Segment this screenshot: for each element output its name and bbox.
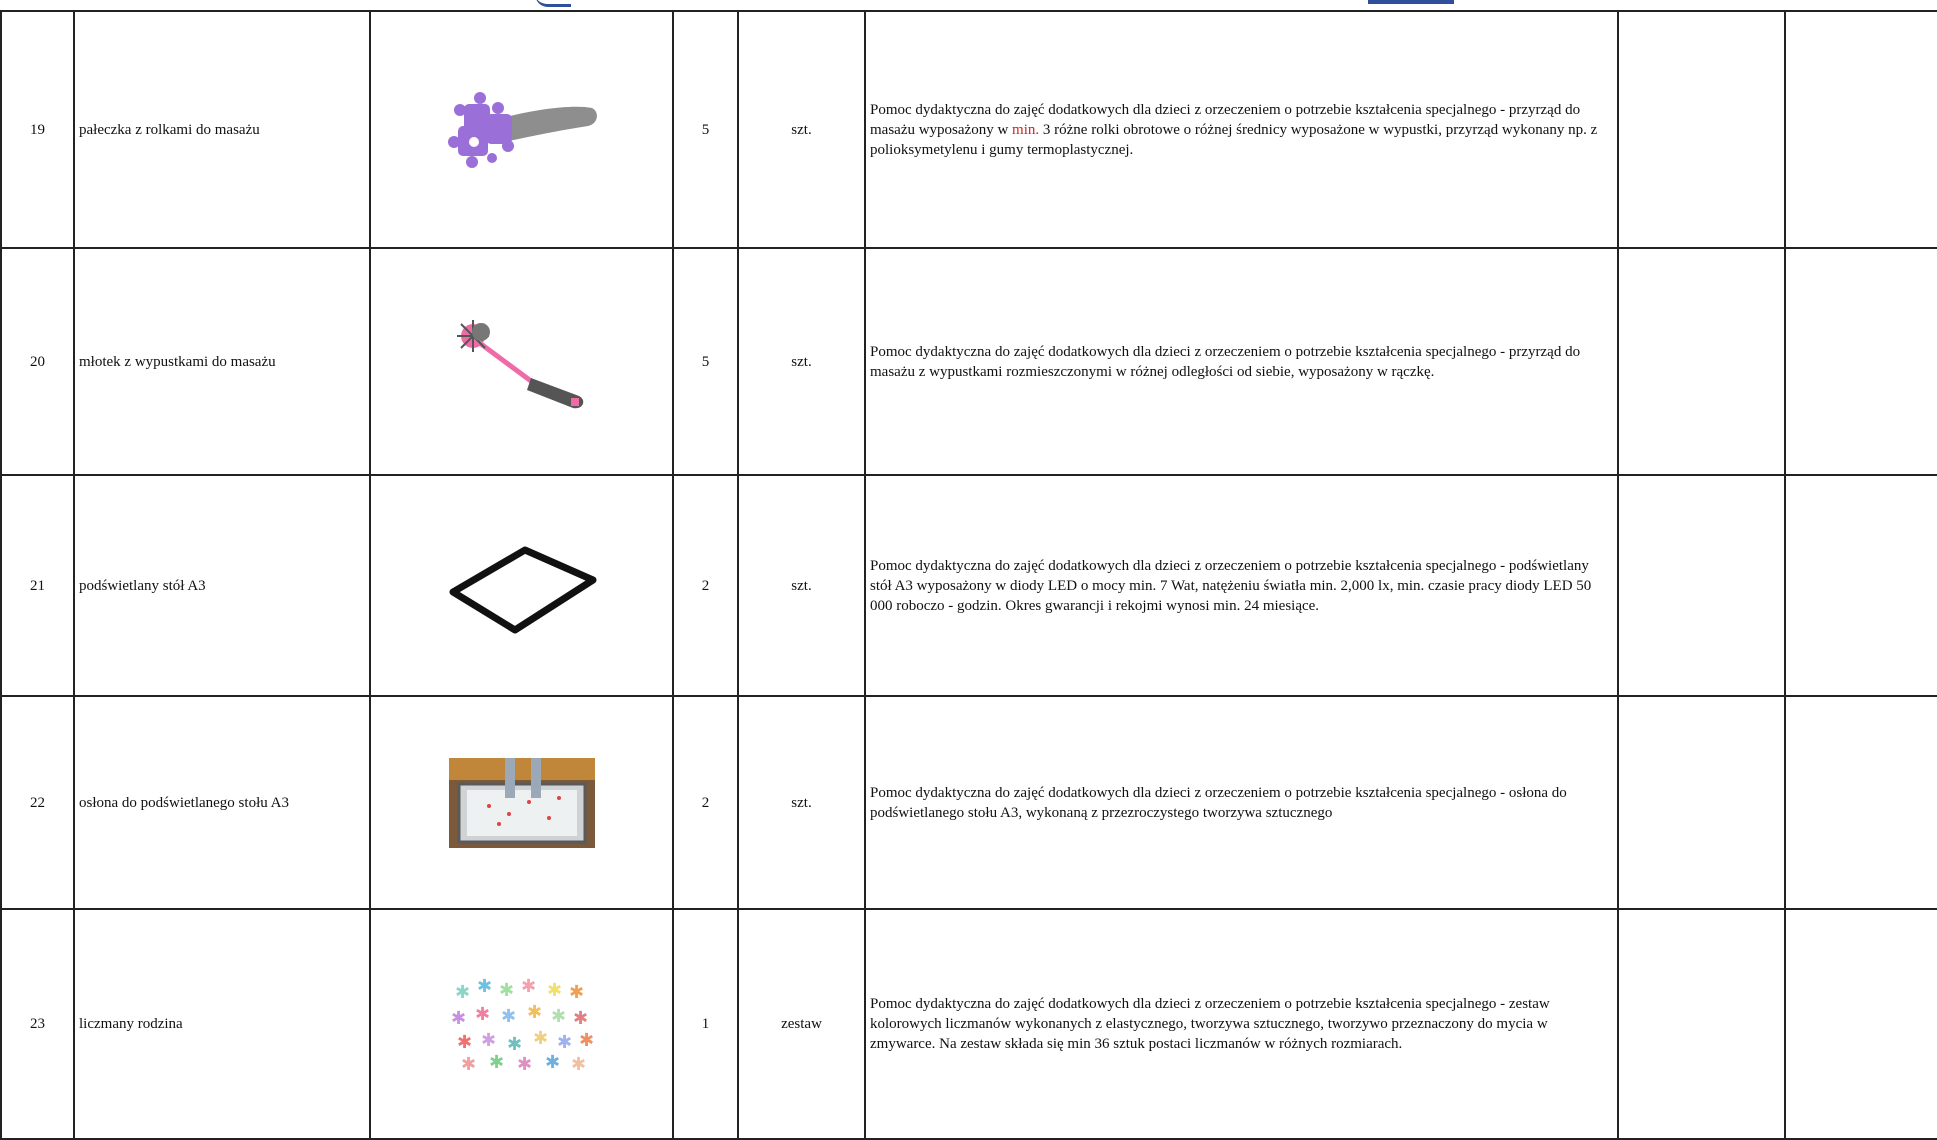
- item-description: Pomoc dydaktyczna do zajęć dodatkowych dla dzieci z orzeczeniem o potrzebie kształcenia specjalnego - zestaw kolorowych liczmanów wykonanych z elastycznego, tworzywa sztucznego, tworzywo przeznaczony do mycia w zmywarce. Na zestaw składa się min 36 sztuk postaci liczmanów w różnych rozmiarach.: [865, 909, 1618, 1139]
- light-table-cover-photo-icon: [449, 758, 595, 848]
- row-number: 22: [1, 696, 74, 909]
- svg-text:✱: ✱: [488, 1052, 504, 1073]
- svg-text:✱: ✱: [556, 1032, 572, 1053]
- svg-text:✱: ✱: [476, 976, 492, 997]
- description-text: Pomoc dydaktyczna do zajęć dodatkowych dla dzieci z orzeczeniem o potrzebie kształcenia specjalnego - przyrząd do masażu wyposażony w: [870, 101, 1581, 138]
- svg-text:✱: ✱: [570, 1054, 586, 1074]
- svg-text:✱: ✱: [506, 1034, 522, 1055]
- svg-text:✱: ✱: [526, 1002, 542, 1023]
- svg-text:✱: ✱: [500, 1006, 516, 1027]
- logo-right-fragment: [1368, 0, 1454, 4]
- table-row: [1, 248, 1937, 475]
- unit: szt.: [738, 248, 865, 475]
- svg-text:✱: ✱: [544, 1052, 560, 1073]
- empty-cell: [1785, 475, 1937, 696]
- quantity: 2: [673, 696, 738, 909]
- empty-cell: [1618, 475, 1785, 696]
- row-number: 19: [1, 11, 74, 248]
- description-text: 3 różne rolki obrotowe o różnej średnicy wyposażone w wypustki, przyrząd wykonany np. z polioksymetylenu i gumy termoplastycznej.: [870, 121, 1598, 158]
- row-number: 23: [1, 909, 74, 1139]
- svg-text:✱: ✱: [572, 1008, 588, 1029]
- item-image-cell: [370, 248, 673, 475]
- quantity: 5: [673, 248, 738, 475]
- item-name: osłona do podświetlanego stołu A3: [74, 696, 370, 909]
- svg-text:✱: ✱: [578, 1030, 594, 1051]
- item-description: Pomoc dydaktyczna do zajęć dodatkowych dla dzieci z orzeczeniem o potrzebie kształcenia specjalnego - podświetlany stół A3 wyposażony w diody LED o mocy min. 7 Wat, natężeniu światła min. 2,000 lx, min. czasie pracy diody LED 50 000 roboczo - godzin. Okres gwarancji i rekojmi wynosi min. 24 miesiące.: [865, 475, 1618, 696]
- svg-text:✱: ✱: [454, 982, 470, 1003]
- quantity: 2: [673, 475, 738, 696]
- unit: szt.: [738, 696, 865, 909]
- row-number: 21: [1, 475, 74, 696]
- table-row: [1, 11, 1937, 248]
- specification-table: [0, 10, 1937, 1140]
- table-row: [1, 909, 1937, 1139]
- unit: szt.: [738, 475, 865, 696]
- svg-text:✱: ✱: [498, 980, 514, 1001]
- item-name: podświetlany stół A3: [74, 475, 370, 696]
- highlighted-text: min.: [1012, 121, 1040, 138]
- item-description: [865, 11, 1618, 248]
- svg-text:✱: ✱: [480, 1030, 496, 1051]
- empty-cell: [1618, 909, 1785, 1139]
- item-image-cell: [370, 909, 673, 1139]
- svg-text:✱: ✱: [520, 976, 536, 997]
- svg-text:✱: ✱: [546, 980, 562, 1001]
- item-name: młotek z wypustkami do masażu: [74, 248, 370, 475]
- item-image-cell: [370, 11, 673, 248]
- quantity: 1: [673, 909, 738, 1139]
- empty-cell: [1785, 696, 1937, 909]
- table-row: [1, 475, 1937, 696]
- massage-roller-stick-icon: [442, 80, 602, 180]
- svg-text:✱: ✱: [456, 1032, 472, 1053]
- family-counters-icon: [447, 974, 597, 1074]
- item-image-cell: [370, 696, 673, 909]
- empty-cell: [1618, 696, 1785, 909]
- logo-left-fragment: [535, 0, 571, 7]
- unit: szt.: [738, 11, 865, 248]
- item-name: liczmany rodzina: [74, 909, 370, 1139]
- svg-text:✱: ✱: [450, 1008, 466, 1029]
- quantity: 5: [673, 11, 738, 248]
- light-table-icon: [447, 536, 597, 636]
- empty-cell: [1618, 248, 1785, 475]
- empty-cell: [1618, 11, 1785, 248]
- empty-cell: [1785, 909, 1937, 1139]
- svg-text:✱: ✱: [568, 982, 584, 1003]
- row-number: 20: [1, 248, 74, 475]
- table-row: [1, 696, 1937, 909]
- svg-text:✱: ✱: [550, 1006, 566, 1027]
- empty-cell: [1785, 248, 1937, 475]
- svg-text:✱: ✱: [460, 1054, 476, 1074]
- item-description: Pomoc dydaktyczna do zajęć dodatkowych dla dzieci z orzeczeniem o potrzebie kształcenia specjalnego - osłona do podświetlanego stołu A3, wykonaną z przezroczystego tworzywa sztucznego: [865, 696, 1618, 909]
- svg-text:✱: ✱: [516, 1054, 532, 1074]
- unit: zestaw: [738, 909, 865, 1139]
- empty-cell: [1785, 11, 1937, 248]
- item-image-cell: [370, 475, 673, 696]
- item-description: Pomoc dydaktyczna do zajęć dodatkowych dla dzieci z orzeczeniem o potrzebie kształcenia specjalnego - przyrząd do masażu z wypustkami rozmieszczonymi w różnej odległości od siebie, wyposażony w rączkę.: [865, 248, 1618, 475]
- item-name: pałeczka z rolkami do masażu: [74, 11, 370, 248]
- massage-hammer-icon: [447, 312, 597, 412]
- svg-text:✱: ✱: [474, 1004, 490, 1025]
- svg-text:✱: ✱: [532, 1028, 548, 1049]
